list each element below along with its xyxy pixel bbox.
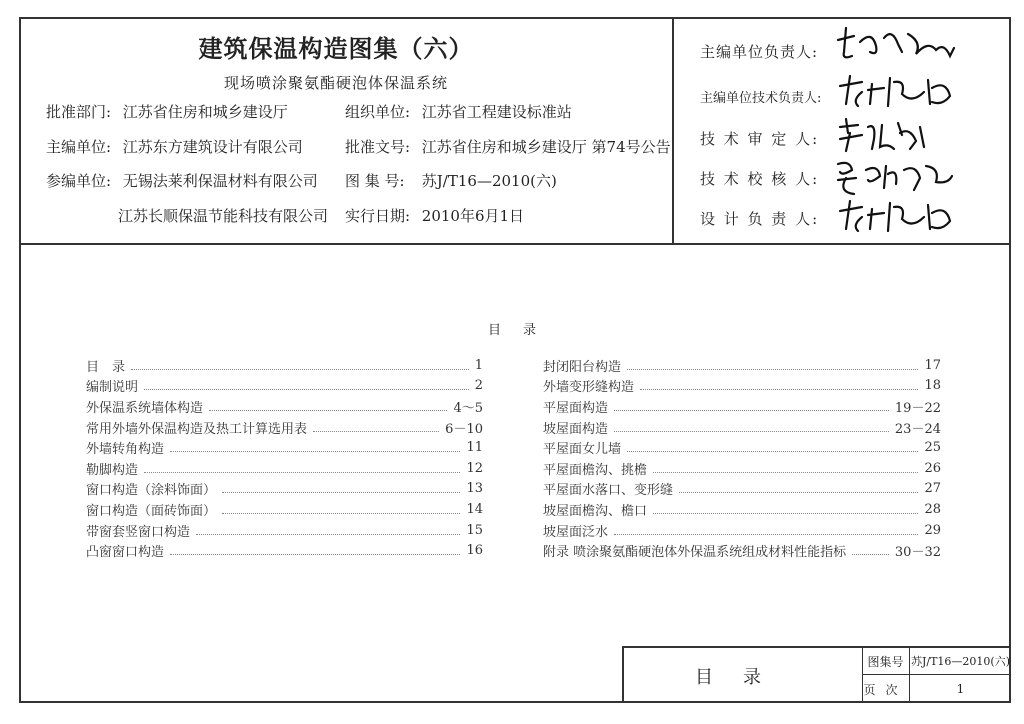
toc-item-title: 外保温系统墙体构造 xyxy=(86,397,207,416)
toc-item[interactable] xyxy=(86,540,483,561)
toc-item-title: 平屋面檐沟、挑檐 xyxy=(543,459,651,478)
page-number-label-cell: 页次 xyxy=(862,675,910,703)
toc-item-title: 坡屋面泛水 xyxy=(543,521,612,540)
toc-item-title: 窗口构造（涂料饰面） xyxy=(86,479,220,498)
toc-leader xyxy=(170,443,460,452)
toc-leader xyxy=(313,423,439,432)
toc-item[interactable] xyxy=(86,376,483,397)
toc-leader xyxy=(209,402,447,411)
toc-item-page: 16 xyxy=(466,543,483,559)
toc-item[interactable] xyxy=(543,479,941,500)
toc-item-title: 编制说明 xyxy=(86,376,142,395)
toc-leader xyxy=(144,381,469,390)
tech-chief-label: 主编单位技术负责人: xyxy=(700,91,822,106)
toc-item-page: 28 xyxy=(924,501,941,517)
toc-item-title: 附录 喷涂聚氨酯硬泡体外保温系统组成材料性能指标 xyxy=(543,541,850,560)
co-editor-value-2: 江苏长顺保温节能科技有限公司 xyxy=(118,207,329,225)
editor-unit xyxy=(46,136,303,157)
toc-item-title: 常用外墙外保温构造及热工计算选用表 xyxy=(86,418,311,437)
toc-leader xyxy=(170,546,460,555)
atlas-number-value: 苏J/T16—2010(六) xyxy=(421,172,557,190)
title-block-name: 目录 xyxy=(624,648,863,703)
header-divider xyxy=(19,243,1011,245)
co-editor-unit-2 xyxy=(118,205,328,226)
toc-item-title: 勒脚构造 xyxy=(86,459,142,478)
toc-item[interactable] xyxy=(543,499,941,520)
title-block xyxy=(622,646,1011,703)
toc-item-title: 封闭阳台构造 xyxy=(543,356,625,375)
toc-item-title: 平屋面女儿墙 xyxy=(543,438,625,457)
toc-item[interactable] xyxy=(86,417,483,438)
design-signature xyxy=(832,195,962,239)
approve-dept-label: 批准部门: xyxy=(46,103,112,121)
tech-chief-signature xyxy=(832,70,962,114)
effective-date xyxy=(345,205,524,226)
toc-leader xyxy=(614,526,918,535)
approve-dept xyxy=(46,101,288,122)
toc-leader xyxy=(614,402,889,411)
toc-item[interactable] xyxy=(86,437,483,458)
toc-item-page: 13 xyxy=(466,481,483,497)
toc-leader xyxy=(653,464,918,473)
toc-item[interactable] xyxy=(543,355,941,376)
toc-leader xyxy=(627,361,918,370)
toc-item[interactable] xyxy=(86,396,483,417)
toc-leader xyxy=(852,546,889,555)
toc-item-title: 目 录 xyxy=(86,356,129,375)
editor-unit-label: 主编单位: xyxy=(46,138,112,156)
toc-item[interactable] xyxy=(543,396,941,417)
toc-leader xyxy=(144,464,460,473)
review-signature xyxy=(832,113,962,157)
toc-item-page: 11 xyxy=(466,440,483,456)
toc-heading: 目录 xyxy=(488,323,559,338)
toc-item-title: 坡屋面檐沟、檐口 xyxy=(543,500,651,519)
editor-unit-value: 江苏东方建筑设计有限公司 xyxy=(122,138,303,156)
toc-item-title: 窗口构造（面砖饰面） xyxy=(86,500,220,519)
toc-left-column xyxy=(86,355,483,561)
toc-item[interactable] xyxy=(543,458,941,479)
approval-doc xyxy=(345,136,671,157)
toc-item[interactable] xyxy=(543,417,941,438)
chief-signature xyxy=(832,22,962,66)
toc-item-page: 6－10 xyxy=(445,421,483,437)
toc-leader xyxy=(627,443,918,452)
toc-leader xyxy=(614,423,889,432)
toc-item-page: 23－24 xyxy=(894,421,941,437)
design-label: 设 计 负 责 人: xyxy=(700,210,820,228)
toc-leader xyxy=(196,526,460,535)
co-editor-value-1: 无锡法莱利保温材料有限公司 xyxy=(122,172,318,190)
page-subtitle: 现场喷涂聚氨酯硬泡体保温系统 xyxy=(223,74,448,92)
toc-item-page: 4～5 xyxy=(453,400,483,416)
check-signature xyxy=(832,154,962,198)
toc-item-title: 外墙变形缝构造 xyxy=(543,376,638,395)
atlas-number xyxy=(345,170,557,191)
toc-item-title: 外墙转角构造 xyxy=(86,438,168,457)
toc-item[interactable] xyxy=(86,520,483,541)
toc-item-page: 25 xyxy=(924,440,941,456)
toc-leader xyxy=(679,484,918,493)
toc-item-title: 平屋面水落口、变形缝 xyxy=(543,479,677,498)
toc-leader xyxy=(131,361,469,370)
toc-item-title: 带窗套竖窗口构造 xyxy=(86,521,194,540)
toc-right-column xyxy=(543,355,941,561)
toc-item-title: 凸窗窗口构造 xyxy=(86,541,168,560)
toc-leader xyxy=(640,381,918,390)
toc-item-page: 26 xyxy=(924,460,941,476)
atlas-number-value-cell: 苏J/T16—2010(六) xyxy=(910,648,1011,675)
toc-item[interactable] xyxy=(86,479,483,500)
effective-date-label: 实行日期: xyxy=(345,207,411,225)
atlas-number-label: 图 集 号: xyxy=(345,172,405,190)
toc-item[interactable] xyxy=(543,520,941,541)
toc-item[interactable] xyxy=(543,540,941,561)
toc-item[interactable] xyxy=(543,437,941,458)
toc-item-page: 19－22 xyxy=(894,400,941,416)
effective-date-value: 2010年6月1日 xyxy=(421,207,525,225)
chief-label: 主编单位负责人: xyxy=(700,43,819,61)
signature-divider xyxy=(672,17,674,244)
org-unit xyxy=(345,101,572,122)
co-editor-unit xyxy=(46,170,318,191)
toc-item-title: 坡屋面构造 xyxy=(543,418,612,437)
toc-item-page: 14 xyxy=(466,501,483,517)
toc-item[interactable] xyxy=(86,355,483,376)
toc-item-page: 15 xyxy=(466,522,483,538)
page-title: 建筑保温构造图集（六） xyxy=(198,34,474,63)
toc-leader xyxy=(222,484,460,493)
toc-item-title: 平屋面构造 xyxy=(543,397,612,416)
toc-item-page: 1 xyxy=(474,357,483,373)
org-unit-value: 江苏省工程建设标准站 xyxy=(421,103,572,121)
check-label: 技 术 校 核 人: xyxy=(700,170,820,188)
page-number-value-cell: 1 xyxy=(956,682,965,696)
toc-item[interactable] xyxy=(86,499,483,520)
review-label: 技 术 审 定 人: xyxy=(700,130,820,148)
toc-leader xyxy=(222,505,460,514)
approve-dept-value: 江苏省住房和城乡建设厅 xyxy=(122,103,288,121)
toc-item-page: 29 xyxy=(924,522,941,538)
toc-item-page: 17 xyxy=(924,357,941,373)
approval-doc-label: 批准文号: xyxy=(345,138,411,156)
toc-item[interactable] xyxy=(86,458,483,479)
org-unit-label: 组织单位: xyxy=(345,103,411,121)
toc-item-page: 18 xyxy=(924,378,941,394)
toc-item-page: 12 xyxy=(466,460,483,476)
toc-leader xyxy=(653,505,918,514)
approval-doc-value: 江苏省住房和城乡建设厅 第74号公告 xyxy=(421,138,671,156)
toc-item-page: 2 xyxy=(474,378,483,394)
toc-item-page: 27 xyxy=(924,481,941,497)
toc-item[interactable] xyxy=(543,376,941,397)
toc-item-page: 30－32 xyxy=(894,545,941,561)
co-editor-label: 参编单位: xyxy=(46,172,112,190)
atlas-number-label-cell: 图集号 xyxy=(862,648,910,675)
